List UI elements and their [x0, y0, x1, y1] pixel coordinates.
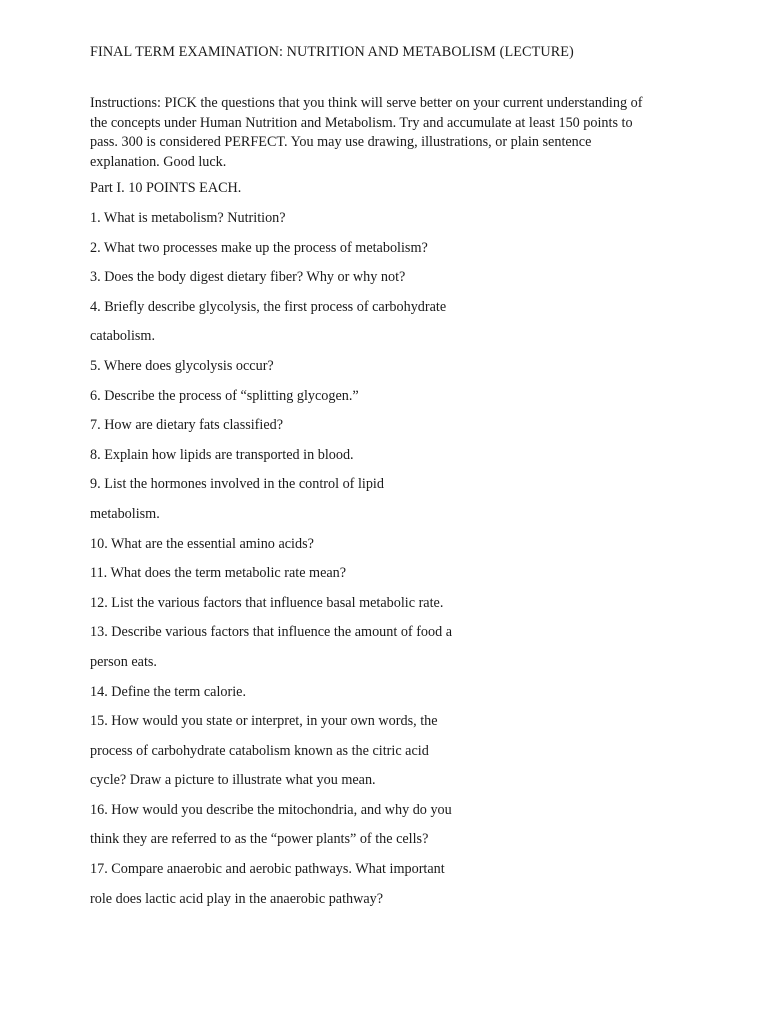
- part-heading: Part I. 10 POINTS EACH.: [90, 180, 242, 196]
- question-line: person eats.: [90, 653, 157, 670]
- question-line: metabolism.: [90, 505, 160, 522]
- question-line: 1. What is metabolism? Nutrition?: [90, 210, 286, 226]
- question-line: 5. Where does glycolysis occur?: [90, 357, 274, 374]
- instructions-line: explanation. Good luck.: [90, 154, 227, 171]
- question-line: 17. Compare anaerobic and aerobic pathways. What important: [90, 861, 445, 878]
- question-line: process of carbohydrate catabolism known as the citric acid: [90, 742, 429, 759]
- question-line: 15. How would you state or interpret, in your own words, the: [90, 713, 438, 730]
- question-line: catabolism.: [90, 328, 156, 345]
- question-list: [90, 209, 452, 919]
- question-line: 4. Briefly describe glycolysis, the first process of carbohydrate: [90, 298, 447, 315]
- instructions-paragraph: [90, 94, 690, 173]
- instructions-line: Instructions: PICK the questions that you think will serve better on your current understanding of: [90, 95, 643, 111]
- question-line: 11. What does the term metabolic rate mean?: [90, 565, 347, 582]
- question-line: 10. What are the essential amino acids?: [90, 535, 314, 552]
- question-line: 9. List the hormones involved in the control of lipid: [90, 476, 384, 493]
- instructions-line: the concepts under Human Nutrition and Metabolism. Try and accumulate at least 150 points to: [90, 114, 633, 131]
- question-line: 7. How are dietary fats classified?: [90, 417, 284, 434]
- question-line: 3. Does the body digest dietary fiber? Why or why not?: [90, 269, 406, 286]
- question-line: 6. Describe the process of “splitting glycogen.”: [90, 387, 359, 404]
- instructions-line: pass. 300 is considered PERFECT. You may use drawing, illustrations, or plain sentence: [90, 134, 592, 151]
- question-line: role does lactic acid play in the anaerobic pathway?: [90, 890, 384, 907]
- question-line: 12. List the various factors that influence basal metabolic rate.: [90, 594, 444, 611]
- question-line: 13. Describe various factors that influence the amount of food a: [90, 624, 453, 641]
- exam-title: FINAL TERM EXAMINATION: NUTRITION AND METABOLISM (LECTURE): [90, 44, 574, 60]
- question-line: 14. Define the term calorie.: [90, 683, 246, 700]
- question-line: 8. Explain how lipids are transported in blood.: [90, 446, 354, 463]
- question-line: think they are referred to as the “power plants” of the cells?: [90, 831, 429, 848]
- question-line: 16. How would you describe the mitochondria, and why do you: [90, 801, 452, 818]
- question-line: 2. What two processes make up the process of metabolism?: [90, 239, 428, 256]
- question-line: cycle? Draw a picture to illustrate what you mean.: [90, 772, 376, 789]
